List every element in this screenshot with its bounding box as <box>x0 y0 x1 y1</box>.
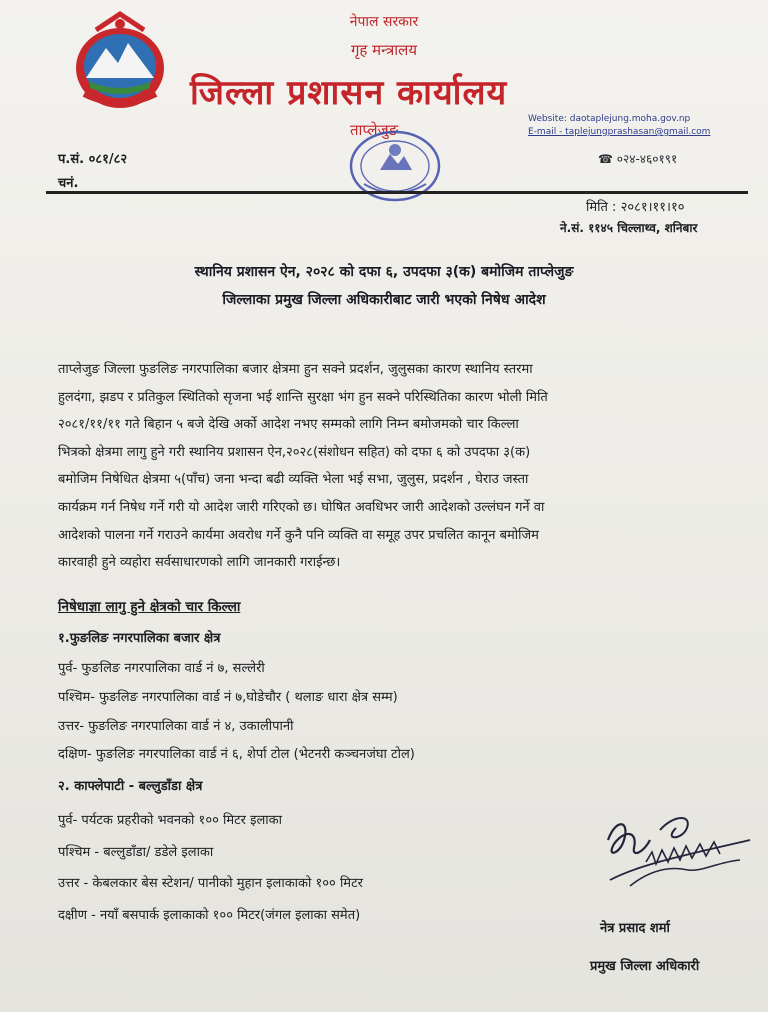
body-line: कारवाही हुने व्यहोरा सर्वसाधारणको लागि जानकारी गराईन्छ। <box>58 555 341 571</box>
body-line: ताप्लेजुङ जिल्ला फुङलिङ नगरपालिका बजार क्षेत्रमा हुन सक्ने प्रदर्शन, जुलुसका कारण स्थानिय स्तरमा <box>58 362 533 377</box>
signatory-designation: प्रमुख जिल्ला अधिकारी <box>590 959 700 974</box>
body-line: भित्रको क्षेत्रमा लागु हुने गरी स्थानिय प्रशासन ऐन,२०२८(संशोधन सहित) को दफा ६ को उपदफा ३(क) <box>58 444 531 460</box>
area-2-south: दक्षीण - नयाँ बसपार्क इलाकाको १०० मिटर(जंगल इलाका समेत) <box>58 908 361 923</box>
body-line: बमोजिम निषेधित क्षेत्रमा ५(पाँच) जना भन्दा बढी व्यक्ति भेला भई सभा, जुलुस, प्रदर्शन , घेराउ जस्ता <box>58 472 529 488</box>
document-date: मिति : २०८१।११।१० <box>586 200 685 215</box>
ministry-name: गृह मन्त्रालय <box>350 41 418 59</box>
area-2-north: उत्तर - केबलकार बेस स्टेशन/ पानीको मुहान इलाकाको १०० मिटर <box>58 876 363 891</box>
nepal-sambat-date: ने.सं. ११४५ चिल्लाथ्व, शनिबार <box>560 221 698 235</box>
body-line: कार्यक्रम गर्न निषेध गर्ने गरी यो आदेश जारी गरिएको छ। घोषित अवधिभर जारी आदेशको उल्लंघन गर्ने वा <box>58 499 545 515</box>
area-1-north: उत्तर- फुङलिङ नगरपालिका वार्ड नं ४, उकालीपानी <box>58 719 294 734</box>
dispatch-number: चनं. <box>58 176 79 191</box>
body-line: आदेशको पालना गर्ने गराउने कार्यमा अवरोध गर्ने कुनै पनि व्यक्ति वा समूह उपर प्रचलित कानून बमोजिम <box>58 527 539 543</box>
body-line: हुलदंगा, झडप र प्रतिकुल स्थितिको सृजना भई शान्ति सुरक्षा भंग हुन सक्ने परिस्थितिका कारण भोली मिति <box>58 389 548 405</box>
website-text: Website: daotaplejung.moha.gov.np <box>528 114 691 124</box>
notice-body <box>58 356 736 577</box>
area-2-west: पश्चिम - बल्लुडाँडा/ डडेले इलाका <box>58 845 214 860</box>
signature-icon <box>590 800 760 900</box>
contact-block <box>528 113 710 139</box>
area-1-west: पश्चिम- फुङलिङ नगरपालिका वार्ड नं ७,घोडेचौर ( थलाङ धारा क्षेत्र सम्म) <box>58 690 398 705</box>
area-2-title: २. काफ्लेपाटी - बल्लुडाँडा क्षेत्र <box>58 779 203 794</box>
office-name: जिल्ला प्रशासन कार्यालय <box>190 73 508 113</box>
area-1-title: १.फुङलिङ नगरपालिका बजार क्षेत्र <box>58 631 221 646</box>
reference-number: प.सं. ०८१/८२ <box>58 152 128 167</box>
government-name: नेपाल सरकार <box>349 14 419 30</box>
area-1-south: दक्षिण- फुङलिङ नगरपालिका वार्ड नं ६, शेर्पा टोल (भेटनरी कञ्चनजंघा टोल) <box>58 747 415 762</box>
body-line: २०८१/११/११ गते बिहान ५ बजे देखि अर्को आदेश नभए सम्मको लागि निम्न बमोजमको चार किल्ला <box>58 417 519 433</box>
notice-title-line-1: स्थानिय प्रशासन ऐन, २०२८ को दफा ६, उपदफा ३(क) बमोजिम ताप्लेजुङ <box>194 264 574 280</box>
header-divider <box>46 191 748 194</box>
area-2-east: पुर्व- पर्यटक प्रहरीको भवनको १०० मिटर इलाका <box>58 813 283 828</box>
signatory-name: नेत्र प्रसाद शर्मा <box>600 921 670 936</box>
email-text: E-mail - taplejungprashasan@gmail.com <box>528 127 711 137</box>
notice-title-line-2: जिल्लाका प्रमुख जिल्ला अधिकारीबाट जारी भएको निषेध आदेश <box>222 292 546 308</box>
office-seal-stamp-icon <box>340 126 450 206</box>
area-1-east: पुर्व- फुङलिङ नगरपालिका वार्ड नं ७, सल्लेरी <box>58 661 265 676</box>
phone-number: ☎ ०२४-४६०१९१ <box>598 152 678 166</box>
reference-block <box>58 148 127 196</box>
boundaries-heading: निषेधाज्ञा लागु हुने क्षेत्रको चार किल्ला <box>58 599 241 615</box>
district-name: ताप्लेजुङ <box>350 121 399 139</box>
